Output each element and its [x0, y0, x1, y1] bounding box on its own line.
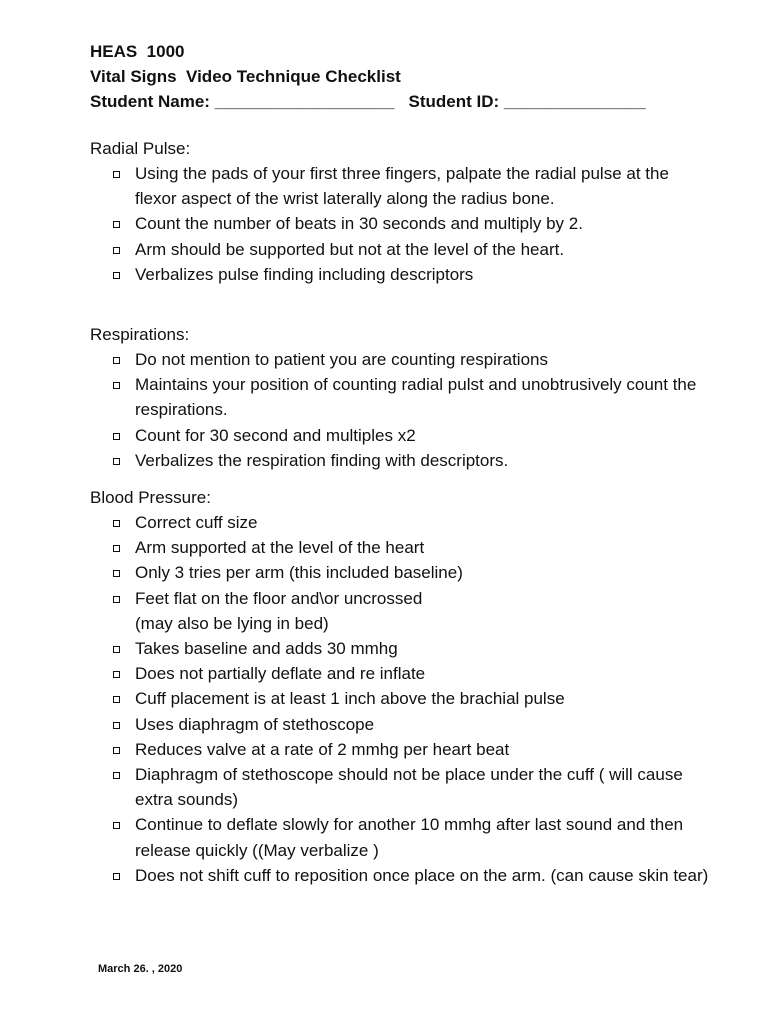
list-item: Arm supported at the level of the heart [113, 535, 713, 560]
list-item: Does not partially deflate and re inflate [113, 661, 713, 686]
course-code: HEAS 1000 [90, 42, 185, 61]
list-item: Do not mention to patient you are counting respirations [113, 347, 713, 372]
checkbox-bullet-icon [113, 722, 120, 729]
checkbox-bullet-icon [113, 822, 120, 829]
list-item: Diaphragm of stethoscope should not be place under the cuff ( will cause extra sounds) [113, 762, 713, 812]
list-item: Reduces valve at a rate of 2 mmhg per heart beat [113, 737, 713, 762]
list-item: Using the pads of your first three fingers, palpate the radial pulse at the flexor aspect of the wrist laterally along the radius bone. [113, 161, 713, 211]
checkbox-bullet-icon [113, 272, 120, 279]
list-item: Count for 30 second and multiples x2 [113, 423, 713, 448]
checkbox-bullet-icon [113, 221, 120, 228]
student-id-field: Student ID: _______________ [408, 92, 646, 111]
section-title-blood-pressure: Blood Pressure: [90, 488, 211, 507]
list-item: Correct cuff size [113, 510, 713, 535]
checkbox-bullet-icon [113, 747, 120, 754]
list-item: Cuff placement is at least 1 inch above the brachial pulse [113, 686, 713, 711]
blood-pressure-list [113, 510, 713, 888]
footer-date: March 26. , 2020 [98, 963, 183, 975]
list-item: Feet flat on the floor and\or uncrossed (may also be lying in bed) [113, 586, 713, 636]
checkbox-bullet-icon [113, 772, 120, 779]
document-title: Vital Signs Video Technique Checklist [90, 67, 401, 86]
list-item: Uses diaphragm of stethoscope [113, 712, 713, 737]
checkbox-bullet-icon [113, 433, 120, 440]
student-info-line [90, 89, 646, 114]
checkbox-bullet-icon [113, 520, 120, 527]
student-name-field: Student Name: ___________________ [90, 92, 395, 111]
checkbox-bullet-icon [113, 247, 120, 254]
checkbox-bullet-icon [113, 596, 120, 603]
checkbox-bullet-icon [113, 696, 120, 703]
section-title-respirations: Respirations: [90, 325, 190, 344]
list-item: Only 3 tries per arm (this included baseline) [113, 560, 713, 585]
checkbox-bullet-icon [113, 646, 120, 653]
list-item: Arm should be supported but not at the level of the heart. [113, 237, 713, 262]
respirations-list [113, 347, 713, 473]
list-item: Count the number of beats in 30 seconds and multiply by 2. [113, 211, 713, 236]
checkbox-bullet-icon [113, 458, 120, 465]
list-item: Verbalizes pulse finding including descriptors [113, 262, 713, 287]
list-item: Takes baseline and adds 30 mmhg [113, 636, 713, 661]
checkbox-bullet-icon [113, 382, 120, 389]
checkbox-bullet-icon [113, 570, 120, 577]
radial-pulse-list [113, 161, 713, 287]
checkbox-bullet-icon [113, 357, 120, 364]
checkbox-bullet-icon [113, 171, 120, 178]
checkbox-bullet-icon [113, 671, 120, 678]
checkbox-bullet-icon [113, 545, 120, 552]
document-header [90, 39, 646, 114]
list-item: Continue to deflate slowly for another 10 mmhg after last sound and then release quickly ((May verbalize ) [113, 812, 713, 862]
section-title-radial-pulse: Radial Pulse: [90, 139, 191, 158]
list-item: Does not shift cuff to reposition once place on the arm. (can cause skin tear) [113, 863, 713, 888]
list-item: Verbalizes the respiration finding with descriptors. [113, 448, 713, 473]
list-item: Maintains your position of counting radial pulst and unobtrusively count the respirations. [113, 372, 713, 422]
checkbox-bullet-icon [113, 873, 120, 880]
